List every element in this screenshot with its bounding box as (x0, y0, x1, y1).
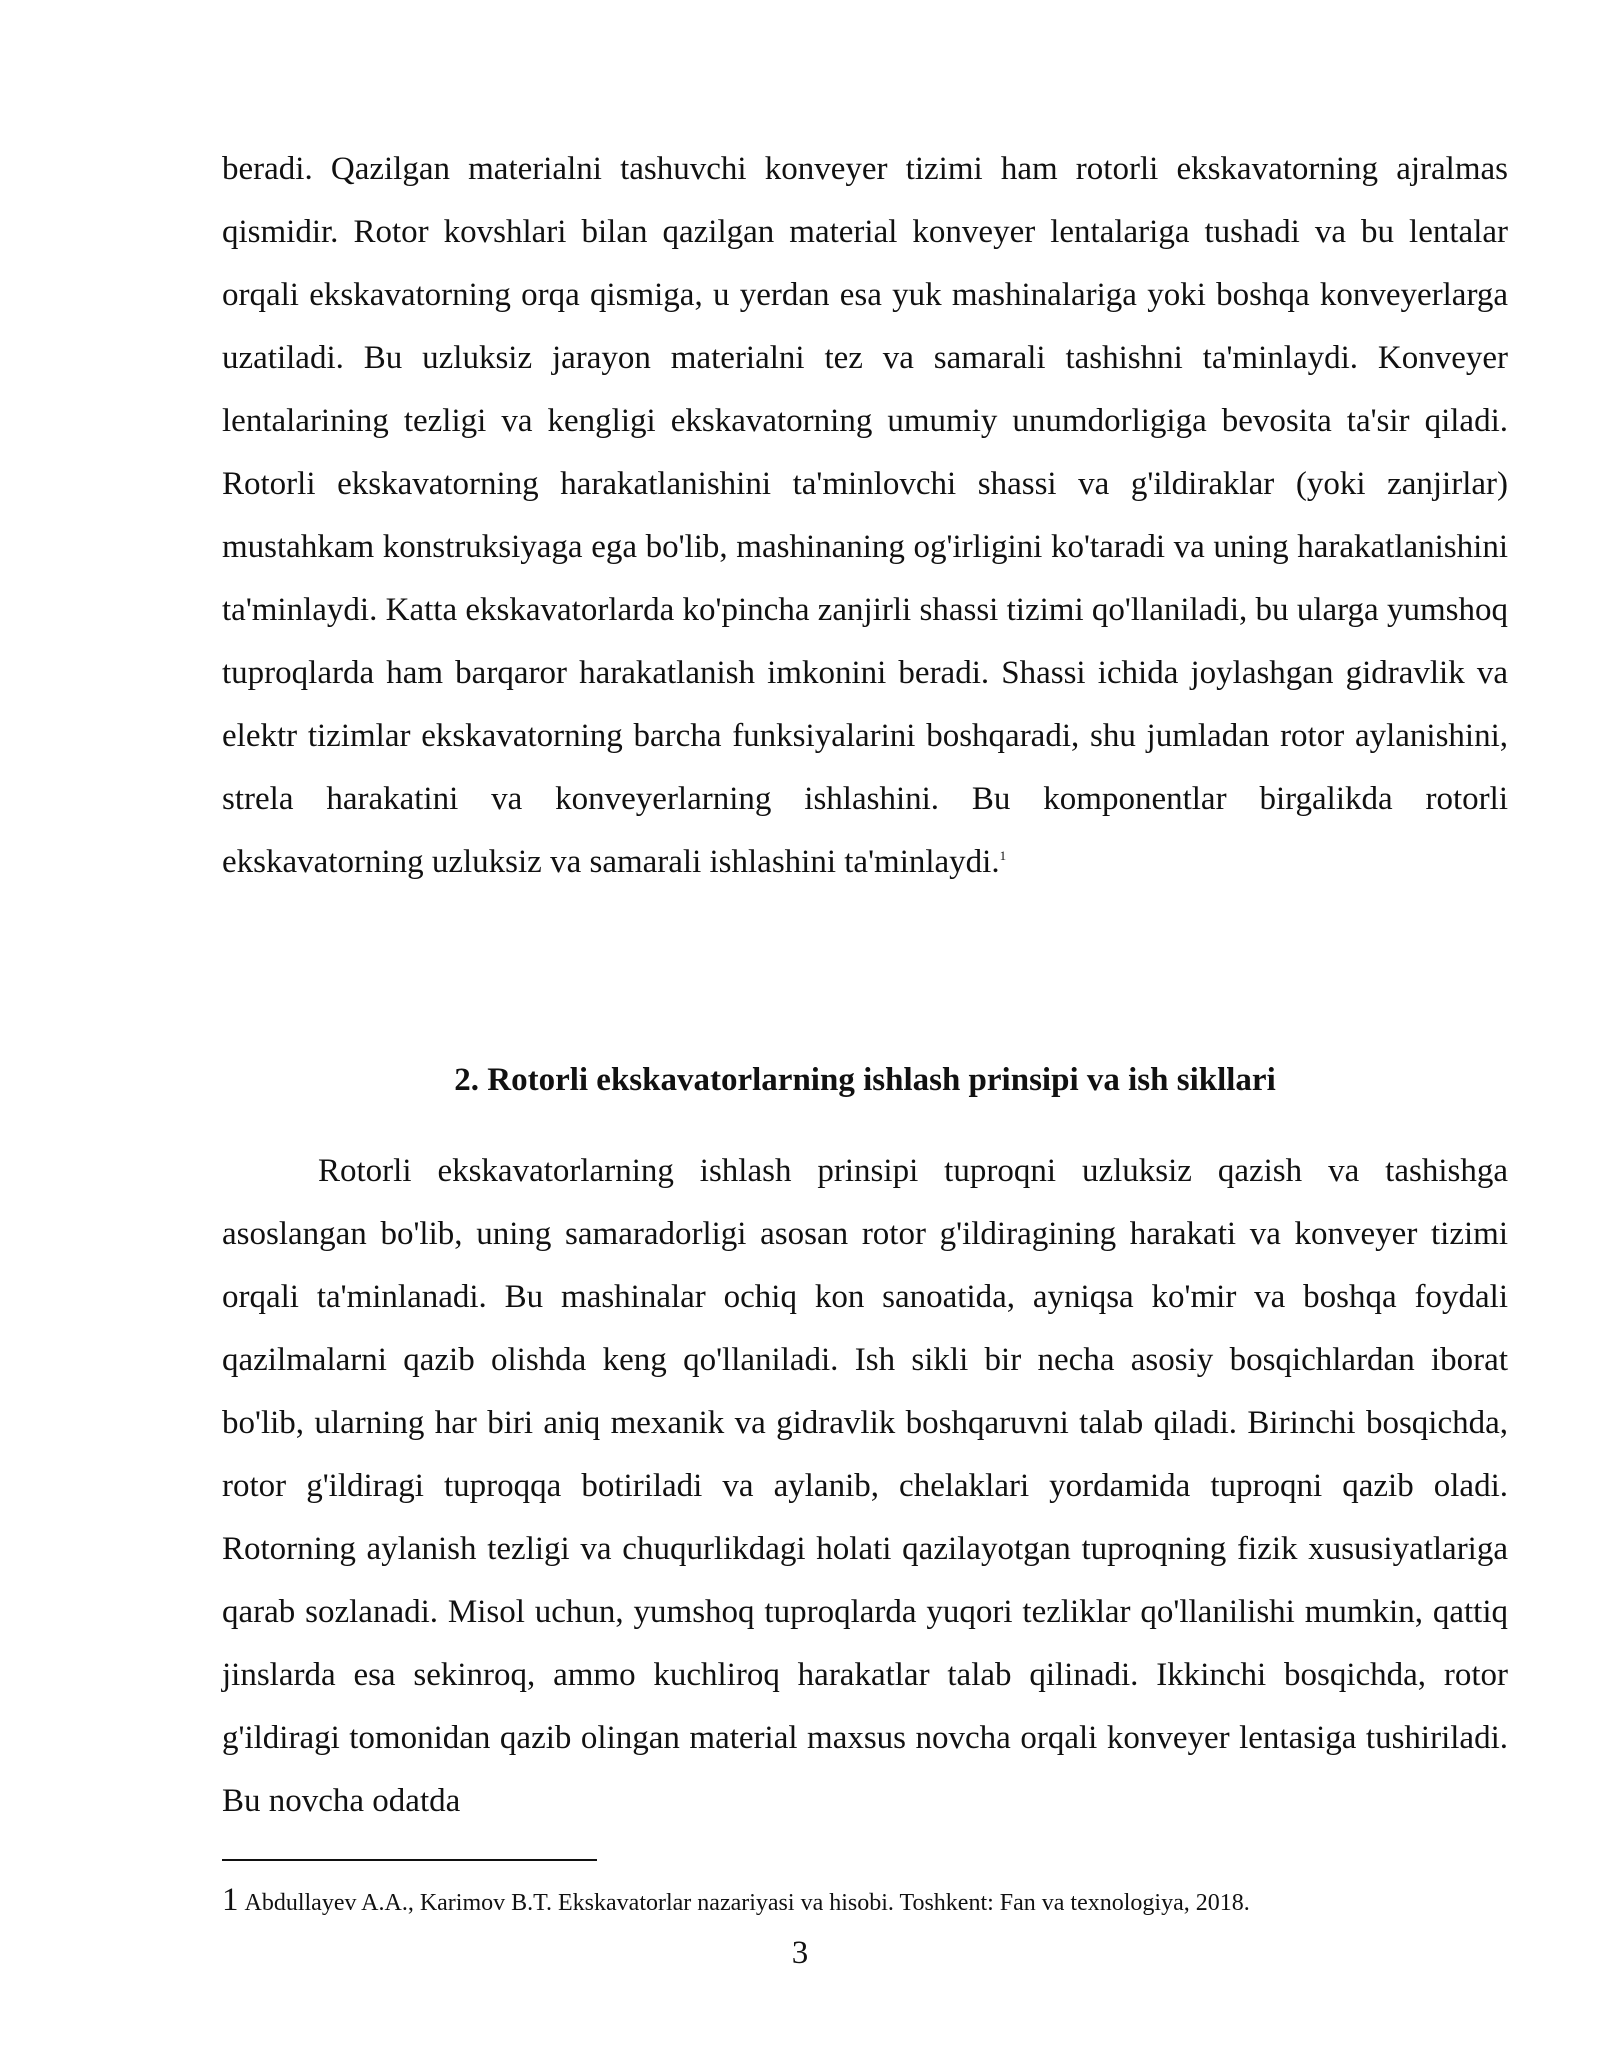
footnote-reference[interactable]: 1 (999, 848, 1007, 863)
body-paragraph: Rotorli ekskavatorlarning ishlash prinsipi tuproqni uzluksiz qazish va tashishga asoslangan bo'lib, uning samaradorligi asosan rotor g'ildiragining harakati va konveyer tizimi orqali ta'minlanadi. Bu mashinalar ochiq kon sanoatida, ayniqsa ko'mir va boshqa foydali qazilmalarni qazib olishda keng qo'llaniladi. Ish sikli bir necha asosiy bosqichlardan iborat bo'lib, ularning har biri aniq mexanik va gidravlik boshqaruvni talab qiladi. Birinchi bosqichda, rotor g'ildiragi tuproqqa botiriladi va aylanib, chelaklari yordamida tuproqni qazib oladi. Rotorning aylanish tezligi va chuqurlikdagi holati qazilayotgan tuproqning fizik xususiyatlariga qarab sozlanadi. Misol uchun, yumshoq tuproqlarda yuqori tezliklar qo'llanilishi mumkin, qattiq jinslarda esa sekinroq, ammo kuchliroq harakatlar talab qilinadi. Ikkinchi bosqichda, rotor g'ildiragi tomonidan qazib olingan material maxsus novcha orqali konveyer lentasiga tushiriladi. Bu novcha odatda (222, 1153, 1508, 1819)
footnote-number: 1 (222, 1882, 239, 1918)
footnote-text: Abdullayev A.A., Karimov B.T. Ekskavatorlar nazariyasi va hisobi. Toshkent: Fan va texnologiya, 2018. (244, 1890, 1250, 1916)
section-heading: 2. Rotorli ekskavatorlarning ishlash prinsipi va ish sikllari (454, 1062, 1276, 1098)
footnote-divider (222, 1859, 597, 1861)
page-number: 3 (791, 1935, 809, 1971)
paragraph-text: beradi. Qazilgan materialni tashuvchi konveyer tizimi ham rotorli ekskavatorning ajralmas qismidir. Rotor kovshlari bilan qazilgan material konveyer lentalariga tushadi va bu lentalar orqali ekskavatorning orqa qismiga, u yerdan esa yuk mashinalariga yoki boshqa konveyerlarga uzatiladi. Bu uzluksiz jarayon materialni tez va samarali tashishni ta'minlaydi. Konveyer lentalarining tezligi va kengligi ekskavatorning umumiy unumdorligiga bevosita ta'sir qiladi. Rotorli ekskavatorning harakatlanishini ta'minlovchi shassi va g'ildiraklar (yoki zanjirlar) mustahkam konstruksiyaga ega bo'lib, mashinaning og'irligini ko'taradi va uning harakatlanishini ta'minlaydi. Katta ekskavatorlarda ko'pincha zanjirli shassi tizimi qo'llaniladi, bu ularga yumshoq tuproqlarda ham barqaror harakatlanish imkonini beradi. Shassi ichida joylashgan gidravlik va elektr tizimlar ekskavatorning barcha funksiyalarini boshqaradi, shu jumladan rotor aylanishini, strela harakatini va konveyerlarning ishlashini. Bu komponentlar birgalikda rotorli ekskavatorning uzluksiz va samarali ishlashini ta'minlaydi. (222, 151, 1508, 880)
body-paragraph-continued (222, 138, 1508, 894)
footnote (222, 1880, 1508, 1923)
